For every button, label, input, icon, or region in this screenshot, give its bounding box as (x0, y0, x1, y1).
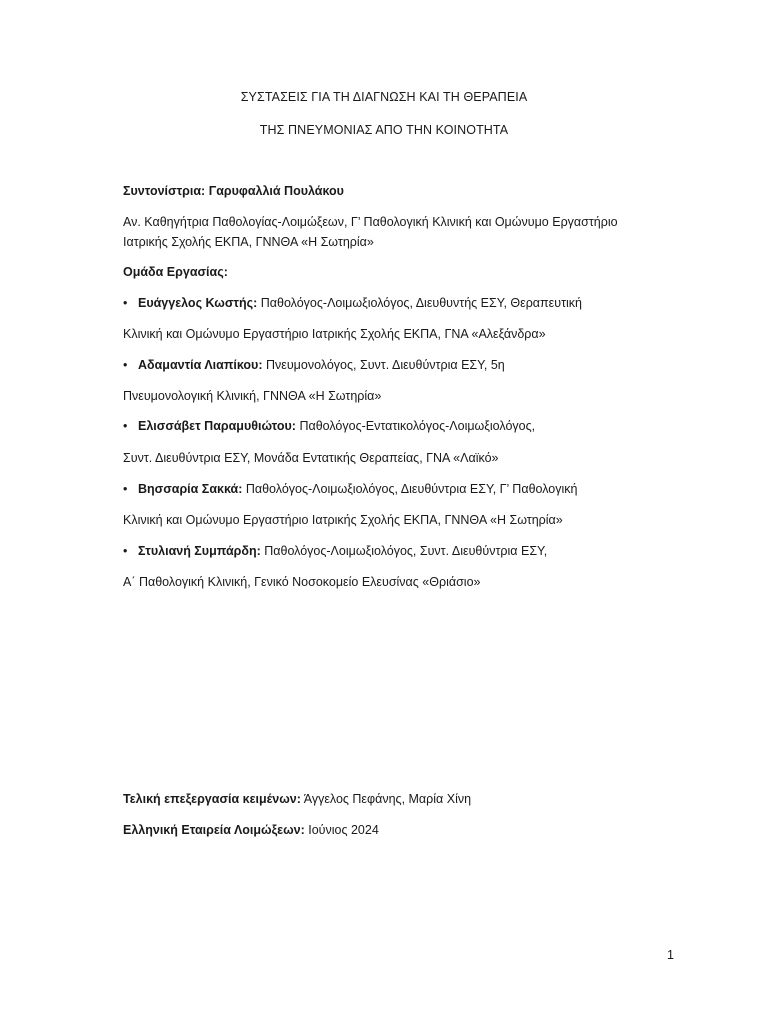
final-editing-label: Τελική επεξεργασία κειμένων: (123, 792, 301, 806)
member-role: Παθολόγος-Λοιμωξιολόγος, Συντ. Διευθύντρια ΕΣΥ, (260, 544, 548, 558)
coordinator-label: Συντονίστρια: (123, 184, 206, 198)
society-label: Ελληνική Εταιρεία Λοιμώξεων: (123, 823, 305, 837)
team-heading: Ομάδα Εργασίας: (123, 265, 228, 279)
team-member-5 (123, 544, 547, 558)
member-name: Στυλιανή Συμπάρδη: (138, 544, 261, 558)
team-member-4 (123, 482, 577, 496)
final-editing-line (123, 792, 471, 806)
member-name: Αδαμαντία Λιαπίκου: (138, 358, 263, 372)
member-role-continuation: Κλινική και Ομώνυμο Εργαστήριο Ιατρικής Σχολής ΕΚΠΑ, ΓΝΝΘΑ «Η Σωτηρία» (123, 513, 563, 527)
team-member-3 (123, 419, 535, 433)
member-role-continuation: Κλινική και Ομώνυμο Εργαστήριο Ιατρικής Σχολής ΕΚΠΑ, ΓΝΑ «Αλεξάνδρα» (123, 327, 546, 341)
document-title-line-2: ΤΗΣ ΠΝΕΥΜΟΝΙΑΣ ΑΠΟ ΤΗΝ ΚΟΙΝΟΤΗΤΑ (259, 123, 509, 137)
coordinator-affiliation-line-1: Αν. Καθηγήτρια Παθολογίας-Λοιμώξεων, Γ’ Παθολογική Κλινική και Ομώνυμο Εργαστήριο (123, 215, 618, 229)
coordinator-affiliation-line-2: Ιατρικής Σχολής ΕΚΠΑ, ΓΝΝΘΑ «Η Σωτηρία» (123, 235, 374, 249)
team-member-1 (123, 296, 582, 310)
document-title-line-1: ΣΥΣΤΑΣΕΙΣ ΓΙΑ ΤΗ ΔΙΑΓΝΩΣΗ ΚΑΙ ΤΗ ΘΕΡΑΠΕΙΑ (240, 90, 528, 104)
bullet-marker: • (123, 482, 128, 496)
member-role: Παθολόγος-Εντατικολόγος-Λοιμωξιολόγος, (295, 419, 536, 433)
final-editing-value: Άγγελος Πεφάνης, Μαρία Χίνη (300, 792, 472, 806)
bullet-marker: • (123, 296, 128, 310)
coordinator-name: Γαρυφαλλιά Πουλάκου (208, 184, 344, 198)
society-date: Ιούνιος 2024 (304, 823, 379, 837)
member-role-continuation: Α΄ Παθολογική Κλινική, Γενικό Νοσοκομείο Ελευσίνας «Θριάσιο» (123, 575, 481, 589)
member-name: Ελισσάβετ Παραμυθιώτου: (138, 419, 296, 433)
member-role-continuation: Πνευμονολογική Κλινική, ΓΝΝΘΑ «Η Σωτηρία» (123, 389, 382, 403)
member-role: Παθολόγος-Λοιμωξιολόγος, Διευθύντρια ΕΣΥ, Γ’ Παθολογική (242, 482, 578, 496)
member-name: Ευάγγελος Κωστής: (138, 296, 258, 310)
society-line (123, 823, 379, 837)
bullet-marker: • (123, 419, 128, 433)
coordinator-line (123, 184, 344, 198)
bullet-marker: • (123, 544, 128, 558)
team-member-2 (123, 358, 505, 372)
page-number: 1 (667, 948, 674, 962)
bullet-marker: • (123, 358, 128, 372)
member-role: Παθολόγος-Λοιμωξιολόγος, Διευθυντής ΕΣΥ, Θεραπευτική (257, 296, 582, 310)
member-role: Πνευμονολόγος, Συντ. Διευθύντρια ΕΣΥ, 5η (262, 358, 505, 372)
member-name: Βησσαρία Σακκά: (138, 482, 243, 496)
member-role-continuation: Συντ. Διευθύντρια ΕΣΥ, Μονάδα Εντατικής Θεραπείας, ΓΝΑ «Λαϊκό» (123, 451, 499, 465)
